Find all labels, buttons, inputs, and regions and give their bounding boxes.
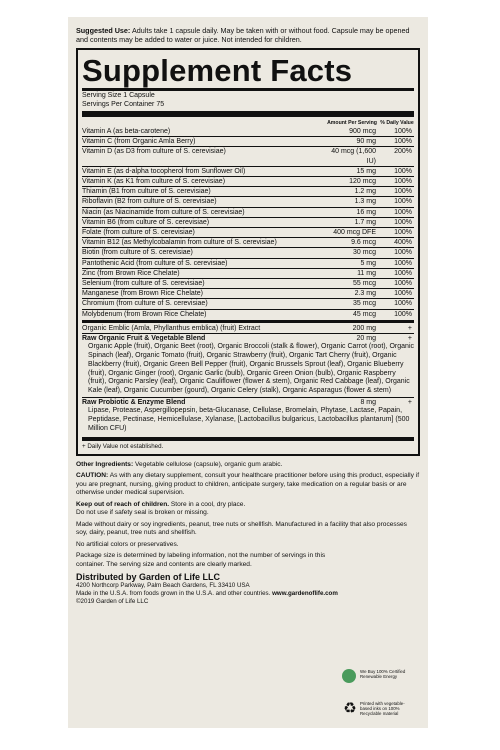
nutrient-name: Vitamin A (as beta-carotene): [82, 128, 171, 135]
nutrient-dv: 100%: [394, 229, 412, 237]
nutrient-row: [82, 309, 414, 319]
nutrient-amount: 2.3 mg: [354, 290, 376, 298]
blend2-row: [82, 397, 414, 407]
caution-label: CAUTION:: [76, 472, 109, 480]
no-colors: No artificial colors or preservatives.: [76, 540, 179, 548]
made-in: Made in the U.S.A. from foods grown in the U.S.A. and other countries. www.gardenoflife.com: [76, 589, 338, 597]
other-ingredients-label: Other Ingredients:: [76, 460, 134, 468]
nutrient-row: [82, 268, 414, 278]
nutrient-row: [82, 207, 414, 217]
nutrient-row: [82, 196, 414, 206]
nutrient-amount: 900 mcg: [349, 128, 376, 135]
divider-thick: [82, 111, 414, 117]
nutrient-name: Molybdenum (from Brown Rice Chelate): [82, 310, 207, 318]
nutrient-amount: 30 mcg: [353, 249, 376, 257]
caution: [76, 472, 420, 498]
nutrient-amount: 55 mcg: [353, 280, 376, 288]
nutrient-name: Vitamin C (from Organic Amla Berry): [82, 138, 196, 146]
badge-text: We Buy 100% Certified Renewable Energy: [360, 669, 406, 679]
supplement-facts-panel: [76, 48, 420, 456]
nutrient-amount: 11 mg: [357, 269, 376, 277]
blend-amount: 20 mg: [356, 335, 376, 343]
nutrient-dv: 100%: [394, 138, 412, 146]
nutrient-amount: 120 mcg: [349, 178, 376, 186]
nutrient-row: [82, 278, 414, 288]
nutrient-row: [82, 247, 414, 257]
nutrient-name: Vitamin E (as d-alpha tocopherol from Sunflower Oil): [82, 167, 246, 175]
label-fine-print: [76, 461, 420, 606]
other-ingredients-text: Vegetable cellulose (capsule), organic gum arabic.: [135, 460, 283, 468]
nutrient-rows: [82, 127, 414, 319]
nutrient-row: [82, 217, 414, 227]
website: www.gardenoflife.com: [272, 589, 338, 597]
nutrient-name: Vitamin K (as K1 from culture of S. cerevisiae): [82, 178, 226, 186]
facts-title: Supplement Facts: [82, 53, 353, 88]
recycle-badge: [342, 701, 412, 716]
dv-footnote: + Daily Value not established.: [82, 442, 164, 450]
nutrient-name: Vitamin B6 (from culture of S. cerevisiae): [82, 218, 210, 226]
label-content: [76, 17, 420, 728]
nutrient-amount: 1.2 mg: [354, 188, 376, 196]
other-ingredients: [76, 461, 420, 470]
nutrient-dv: 100%: [394, 188, 412, 196]
recycle-icon: ♻: [343, 700, 357, 717]
badge-text: Printed with vegetable-based inks on 100% Recyclable material: [360, 701, 405, 716]
nutrient-name: Zinc (from Brown Rice Chelate): [82, 269, 180, 277]
nutrient-dv: 100%: [394, 310, 412, 318]
nutrient-amount: 1.7 mg: [354, 218, 376, 226]
nutrient-amount: 5 mg: [360, 259, 376, 267]
nutrient-name: Manganese (from Brown Rice Chelate): [82, 290, 203, 298]
leaf-icon: [342, 669, 356, 683]
copyright: ©2019 Garden of Life LLC: [76, 597, 149, 605]
divider-thick: [82, 437, 414, 441]
nutrient-dv: 100%: [394, 218, 412, 226]
nutrient-row: [82, 227, 414, 237]
nutrient-row: [82, 186, 414, 196]
nutrient-name: Niacin (as Niacinamide from culture of S. cerevisiae): [82, 208, 245, 216]
nutrient-name: Pantothenic Acid (from culture of S. cerevisiae): [82, 259, 228, 267]
nutrient-dv: +: [407, 324, 412, 332]
emblic-row: [82, 324, 414, 333]
nutrient-row: [82, 176, 414, 186]
servings-per-container: Servings Per Container 75: [82, 100, 165, 108]
nutrient-row: [82, 127, 414, 136]
nutrient-amount: 200 mg: [352, 324, 376, 332]
nutrient-dv: 100%: [394, 178, 412, 186]
allergen-statement: Made without dairy or soy ingredients, peanut, tree nuts or shellfish. Manufactured in a facility that also processes soy, dairy, peanut, tree nuts and shellfish.: [76, 520, 407, 537]
nutrient-dv: 100%: [394, 259, 412, 267]
nutrient-amount: 40 mcg (1,600 IU): [331, 148, 376, 165]
nutrient-name: Riboflavin (B2 from culture of S. cerevisiae): [82, 198, 217, 206]
blend-dv: +: [407, 399, 412, 407]
nutrient-row: [82, 258, 414, 268]
blend-name: Raw Organic Fruit & Vegetable Blend: [82, 335, 206, 343]
nutrient-dv: 100%: [394, 128, 412, 135]
nutrient-name: Thiamin (B1 from culture of S. cerevisiae): [82, 188, 211, 196]
nutrient-row: [82, 136, 414, 146]
renewable-energy-badge: [342, 669, 412, 679]
nutrient-row: [82, 298, 414, 308]
blend1-row: [82, 333, 414, 343]
safety-seal: Do not use if safety seal is broken or missing.: [76, 509, 209, 517]
nutrient-dv: 100%: [394, 167, 412, 175]
nutrient-amount: 45 mcg: [353, 310, 376, 318]
blend1-ingredients: Organic Apple (fruit), Organic Beet (root), Organic Broccoli (stalk & flower), Organic Carrot (root), Organic Spinach (leaf), Organic Tomato (fruit), Organic Strawberry (fruit), Organic Tart Cherry (fruit), Organic Blackberry (fruit), Organic Green Bell Pepper (fruit), Organic Brussels Sprout (leaf), Organic Blueberry (fruit), Organic Ginger (root), Organic Garlic (bulb), Organic Green Onion (bulb), Organic Raspberry (fruit), Organic Parsley (leaf), Organic Cauliflower (flower & stem), Organic Red Cabbage (leaf), Organic Kale (leaf), Organic Cucumber (gourd), Organic Celery (stalk), Organic Asparagus (flower & stem): [88, 343, 414, 395]
nutrient-row: [82, 166, 414, 176]
blend-dv: +: [407, 335, 412, 343]
nutrient-name: Selenium (from culture of S. cerevisiae): [82, 280, 205, 288]
nutrient-dv: 200%: [394, 148, 412, 156]
nutrient-dv: 100%: [394, 300, 412, 308]
nutrient-amount: 1.3 mg: [354, 198, 376, 206]
nutrient-amount: 90 mg: [356, 138, 376, 146]
nutrient-amount: 9.6 mcg: [351, 239, 376, 247]
suggested-use-label: Suggested Use:: [76, 26, 131, 35]
divider: [82, 320, 414, 323]
nutrient-dv: 100%: [394, 249, 412, 257]
suggested-use-text: Adults take 1 capsule daily. May be taken with or without food. Capsule may be opened and contents may be added to water or juice. Not intended for children.: [76, 26, 410, 44]
serving-size: Serving Size 1 Capsule: [82, 92, 155, 99]
supplement-label: [68, 17, 428, 728]
blend-name: Raw Probiotic & Enzyme Blend: [82, 399, 186, 407]
blend2-ingredients: Lipase, Protease, Aspergillopepsin, beta-Glucanase, Cellulase, Bromelain, Phytase, Lactase, Papain, Peptidase, Pectinase, Hemicellulase, Xylanase, [Lactobacillus bulgaricus, Lactobacillus plantarum] (500 Million CFU): [88, 407, 410, 432]
keep-out-text: Store in a cool, dry place.: [170, 500, 246, 508]
nutrient-amount: 35 mcg: [353, 300, 376, 308]
nutrient-name: Vitamin B12 (as Methylcobalamin from culture of S. cerevisiae): [82, 239, 277, 247]
amount-header: Amount Per Serving: [327, 120, 377, 126]
nutrient-dv: 100%: [394, 208, 412, 216]
blend-amount: 8 mg: [360, 399, 376, 407]
nutrient-row: [82, 146, 414, 165]
nutrient-dv: 400%: [394, 239, 412, 247]
nutrient-amount: 400 mcg DFE: [333, 229, 376, 237]
nutrient-name: Organic Emblic (Amla, Phyllanthus emblica) (fruit) Extract: [82, 324, 261, 332]
nutrient-amount: 16 mg: [356, 208, 376, 216]
keep-out-label: Keep out of reach of children.: [76, 500, 170, 508]
nutrient-name: Vitamin D (as D3 from culture of S. cerevisiae): [82, 148, 226, 156]
nutrient-name: Biotin (from culture of S. cerevisiae): [82, 249, 193, 257]
nutrient-row: [82, 288, 414, 298]
nutrient-dv: 100%: [394, 269, 412, 277]
nutrient-amount: 15 mg: [356, 167, 376, 175]
nutrient-dv: 100%: [394, 198, 412, 206]
nutrient-dv: 100%: [394, 280, 412, 288]
nutrient-name: Folate (from culture of S. cerevisiae): [82, 229, 195, 237]
distributor: Distributed by Garden of Life LLC: [76, 572, 221, 583]
suggested-use: [76, 26, 420, 44]
dv-header: % Daily Value: [380, 120, 414, 126]
package-size: Package size is determined by labeling information, not the number of servings in this container. The serving size and contents are clearly marked.: [76, 552, 326, 568]
nutrient-name: Chromium (from culture of S. cerevisiae): [82, 300, 208, 308]
nutrient-dv: 100%: [394, 290, 412, 298]
caution-text: As with any dietary supplement, consult your healthcare practitioner before using this product, especially if you are pregnant, nursing, giving product to children, anticipate surgery, take medication on a regular basis or are otherwise under medical supervision.: [76, 472, 420, 497]
divider: [82, 88, 414, 91]
facts-header: [82, 119, 414, 127]
nutrient-row: [82, 237, 414, 247]
keep-out: [76, 501, 420, 510]
address: 4200 Northcorp Parkway, Palm Beach Gardens, FL 33410 USA: [76, 581, 250, 589]
